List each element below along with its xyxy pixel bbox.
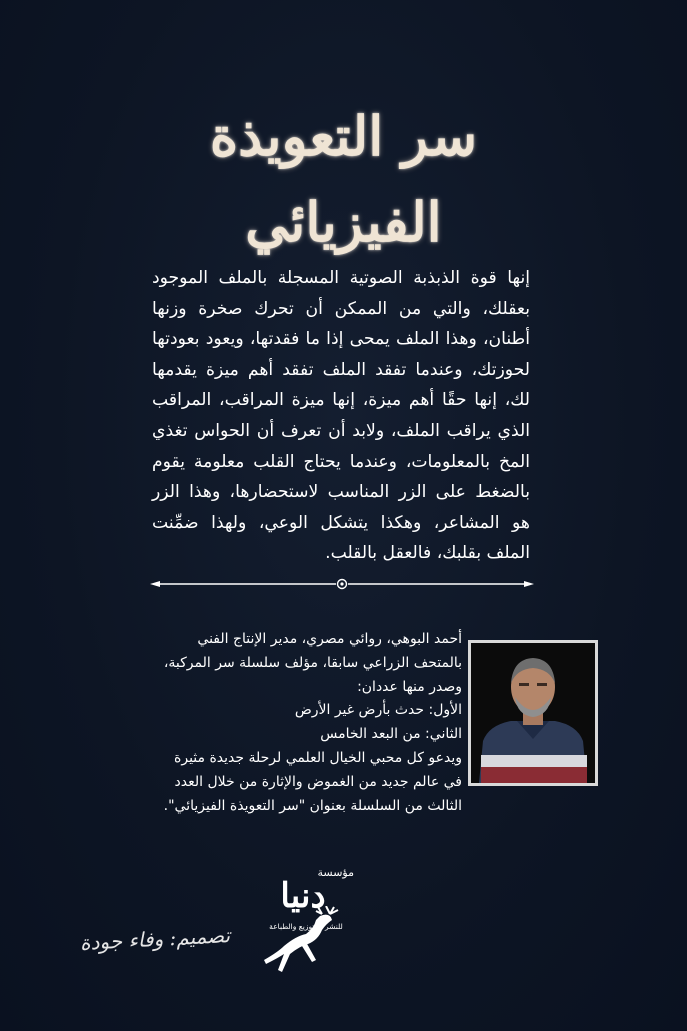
author-bio-line: الثاني: من البعد الخامس — [320, 726, 462, 743]
publisher-logo — [258, 866, 354, 978]
author-bio-line: أحمد البوهي، روائي مصري، مدير الإنتاج الفني — [197, 631, 462, 647]
author-bio — [163, 628, 462, 818]
leaping-deer-icon — [260, 906, 352, 978]
author-bio-line: ويدعو كل محبي الخيال العلمي لرحلة جديدة مثيرة — [174, 749, 462, 766]
author-portrait-icon — [471, 643, 595, 783]
book-title-line-2: الفيزيائي — [245, 190, 442, 254]
book-title-line-1: سر التعويذة — [209, 104, 478, 168]
publisher-name: دنيا — [280, 876, 326, 916]
publisher-tagline: للنشر والتوزيع والطباعة — [269, 922, 343, 931]
author-bio-line: في عالم جديد من الغموض والإثارة من خلال العدد — [174, 773, 462, 790]
author-bio-line: وصدر منها عددان: — [357, 678, 462, 695]
author-bio-line: الأول: حدث بأرض غير الأرض — [294, 702, 462, 719]
book-blurb: إنها قوة الذبذبة الصوتية المسجلة بالملف الموجود بعقلك، والتي من الممكن أن تحرك صخرة وزنها أطنان، وهذا الملف يمحى إذا ما فقدتها، ويعود بعودتها لحوزتك، وعندما تفقد الملف تفقد أهم ميزة يقدمها لك، إنها حقًا أهم ميزة، إنها ميزة المراقب، المراقب الذي يراقب الملف، ولابد أن تعرف أن الحواس تغذي المخ بالمعلومات، وعندما يحتاج القلب معلومة يقوم بالضغط على الزر المناسب لاستحضارها، وهذا الزر هو المشاعر، وهكذا يتشكل الوعي، ولهذا ضمِّنت الملف بقلبك، فالعقل بالقلب. — [152, 268, 530, 564]
author-bio-line: بالمتحف الزراعي سابقا، مؤلف سلسلة سر المركبة، — [163, 654, 462, 671]
designer-credit: تصميم: وفاء جودة — [79, 923, 231, 955]
author-photo — [468, 640, 598, 786]
ornament-divider-icon — [150, 576, 534, 592]
author-bio-line: الثالث من السلسلة بعنوان "سر التعويذة الفيزيائي". — [163, 797, 462, 814]
publisher-word: مؤسسة — [317, 866, 354, 879]
